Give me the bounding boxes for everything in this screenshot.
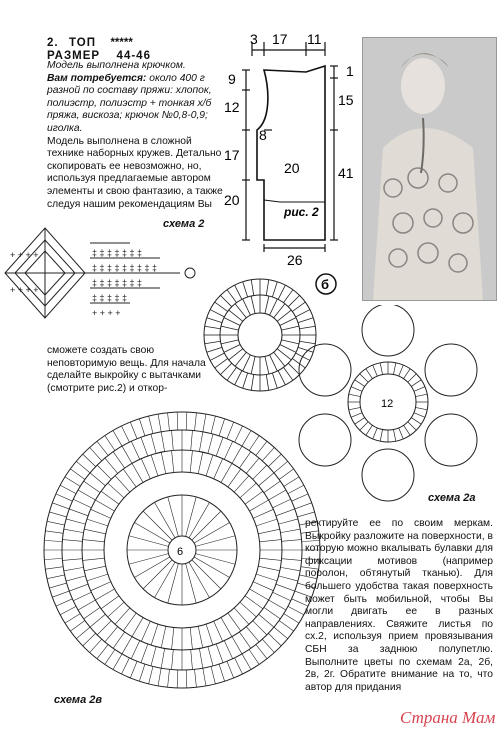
photo-silhouette [363,38,496,300]
svg-text:‡ ‡ ‡ ‡ ‡ ‡ ‡ ‡ ‡: ‡ ‡ ‡ ‡ ‡ ‡ ‡ ‡ ‡ [92,263,158,273]
schema-2b-label: б [321,277,330,292]
model-title: ТОП [69,37,96,49]
materials-label: Вам потребуется: [47,72,147,84]
model-number: 2. [47,37,59,49]
model-photo [362,37,497,301]
dim-right-3: 41 [338,165,354,181]
dim-left-1: 9 [228,71,236,87]
middle-paragraph [47,345,207,395]
dim-bottom: 26 [287,252,303,268]
intro-text [47,60,223,211]
middle-text: сможете создать свою неповторимую вещь. Для начала сделайте выкройку с вытачками (смотрите рис.2) и откор- [47,345,206,394]
bottom-paragraph [305,518,493,694]
pattern-label: рис. 2 [284,205,319,219]
site-watermark: Страна Мам [400,708,496,727]
schema-2-chart [0,218,210,338]
size-value: 44-46 [116,50,151,62]
dim-top-1: 3 [250,31,258,47]
intro-paragraph: Модель выполнена в сложной технике наборных кружев. Детально скопировать ее невозможно, но, используя предлагаемые автором элементы и свою фантазию, а также следуя нашим рекомендациям Вы [47,135,223,210]
dim-right-1: 1 [346,63,354,79]
dim-right-2: 15 [338,92,354,108]
svg-text:+ + + +: + + + + [10,285,39,295]
schema-2-caption: схема 2 [163,218,205,230]
dim-left-2: 12 [224,99,240,115]
svg-text:+ + + +: + + + + [10,250,39,260]
materials-text: около 400 г разной по составу пряжи: хлопок, полиэстр, полиэстр + тонкая х/б пряжа, вискоза; крючок №0,8-0,9; иголка. [47,72,212,134]
dim-left-3: 17 [224,147,240,163]
svg-text:‡ ‡ ‡ ‡ ‡ ‡ ‡: ‡ ‡ ‡ ‡ ‡ ‡ ‡ [92,248,143,258]
dim-top-2: 17 [272,31,288,47]
bottom-text: ректируйте ее по своим меркам. Выкройку разложите на поверхности, в которую можно вкалывать булавки для фиксации мотивов (например поролон, обтянутый тканью). Для большего удобства такая поверхность может быть мобильной, чтобы Вы могли двигать ее в разных направлениях. Свяжите листья по сх.2, используя прием провязывания СБН за заднюю полупетлю. Выполните цветы по схемам 2а, 2б, 2в, 2г. Обратите внимание на то, что автор для придания [305,518,493,693]
dim-left-4: 20 [224,192,240,208]
center-12-label: 12 [381,398,394,410]
dim-inner-waist: 20 [284,160,300,176]
difficulty-stars: ***** [110,37,133,49]
svg-text:‡ ‡ ‡ ‡ ‡ ‡ ‡: ‡ ‡ ‡ ‡ ‡ ‡ ‡ [92,278,143,288]
dim-top-3: 11 [307,31,322,47]
svg-text:+ + + +: + + + + [92,308,121,318]
intro-line: Модель выполнена крючком. [47,60,186,71]
dim-inner-dart: 8 [259,127,267,143]
schema-2v-caption: схема 2в [54,694,103,706]
size-label: РАЗМЕР [47,50,101,62]
schema-2a-caption: схема 2а [428,492,476,504]
svg-text:‡ ‡ ‡ ‡ ‡: ‡ ‡ ‡ ‡ ‡ [92,293,128,303]
pattern-figure [222,30,362,270]
schema-2v-chart [42,400,327,700]
center-6-label: 6 [177,546,184,558]
